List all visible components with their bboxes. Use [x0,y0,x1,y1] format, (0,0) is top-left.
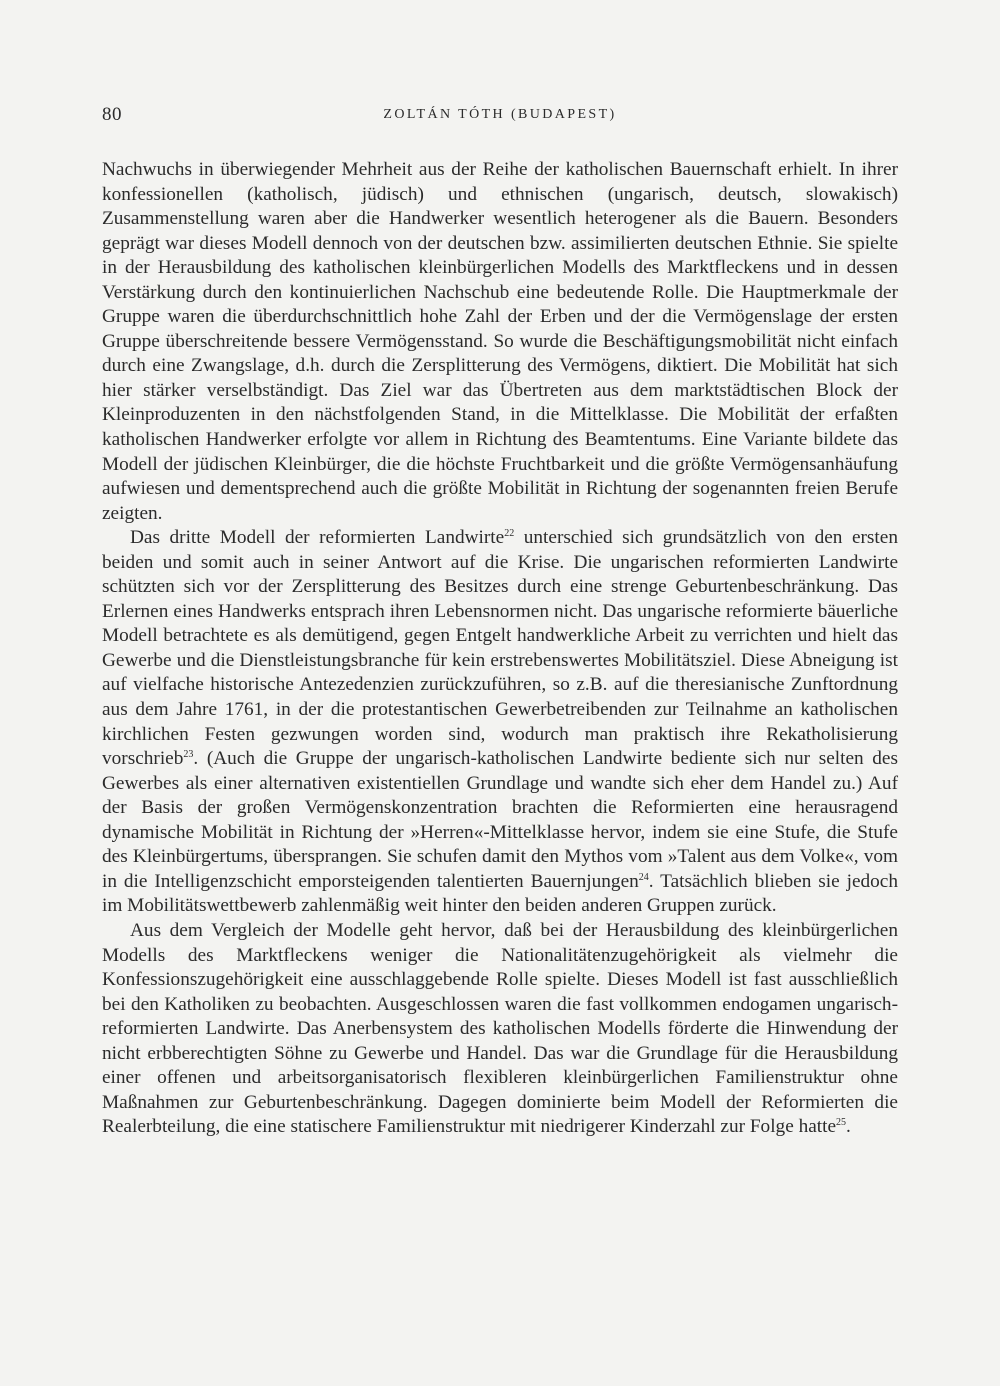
paragraph [102,526,898,919]
paragraph-text: unterschied sich grundsätzlich von den ersten beiden und somit auch in seiner Antwort auf die Krise. Die ungarischen reformierten Landwirte schützten sich vor der Zersplitterung des Besitzes durch eine strenge Geburtenbeschränkung. Das Erlernen eines Handwerks entsprach ihren Lebensnormen nicht. Das ungarische reformierte bäuerliche Modell betrachtete es als demütigend, gegen Entgelt handwerkliche Arbeit zu verrichten und hielt das Gewerbe und die Dienstleistungsbranche für kein erstrebenswertes Mobilitätsziel. Diese Abneigung ist auf vielfache historische Antezedenzien zurückzuführen, so z.B. auf die theresianische Zunftordnung aus dem Jahre 1761, in der die protestantischen Gewerbetreibenden zur Teilnahme an katholischen kirchlichen Festen gezwungen worden sind, wodurch man praktisch ihre Rekatholisierung vorschrieb [102,527,898,770]
footnote-marker: 24 [638,871,649,883]
paragraph-text: . (Auch die Gruppe der ungarisch-katholischen Landwirte bediente sich nur selten des Gewerbes als einer alternativen existentiellen Grundlage und wandte sich eher dem Handel zu.) Auf der Basis der großen Vermögenskonzentration brachten die Reformierten eine herausragend dynamische Mobilität in Richtung der »Herren«-Mittelklasse hervor, indem sie eine Stufe, die Stufe des Kleinbürgertums, übersprangen. Sie schufen damit den Mythos vom »Talent aus dem Volke«, vom in die Intelligenzschicht emporsteigenden talentierten Bauernjungen [102,748,898,892]
page-number: 80 [102,104,122,125]
footnote-marker: 22 [504,528,515,540]
paragraph-text: Nachwuchs in überwiegender Mehrheit aus der Reihe der katholischen Bauernschaft erhielt. In ihrer konfessionellen (katholisch, jüdisch) und ethnischen (ungarisch, deutsch, slowakisch) Zusammenstellung waren aber die Handwerker wesentlich heterogener als die Bauern. Besonders geprägt war dieses Modell dennoch von der deutschen bzw. assimilierten deutschen Ethnie. Sie spielte in der Herausbildung des katholischen kleinbürgerlichen Modells des Marktfleckens und in dessen Verstärkung durch den kontinuierlichen Nachschub eine bedeutende Rolle. Die Hauptmerkmale der Gruppe waren die überdurchschnittlich hohe Zahl der Erben und der die Vermögenslage der ersten Gruppe überschreitende bessere Vermögensstand. So wurde die Beschäftigungsmobilität nicht einfach durch eine Zwangslage, d.h. durch die Zersplitterung des Vermögens, diktiert. Die Mobilität hat sich hier stärker verselbständigt. Das Ziel war das Übertreten aus dem marktstädtischen Block der Kleinproduzenten in den nächstfolgenden Stand, in die Mittelklasse. Die Mobilität der erfaßten katholischen Handwerker erfolgte vor allem in Richtung des Beamtentums. Eine Variante bildete das Modell der jüdischen Kleinbürger, die die höchste Fruchtbarkeit und die größte Vermögensanhäufung aufwiesen und dementsprechend auch die größte Mobilität in Richtung der sogenannten freien Berufe zeigten. [102,159,898,524]
body-text [102,158,898,1140]
footnote-marker: 25 [836,1117,847,1129]
running-head: ZOLTÁN TÓTH (BUDAPEST) [383,107,617,122]
paragraph-text: . [846,1116,851,1138]
page-header [102,104,898,134]
paragraph-text: Aus dem Vergleich der Modelle geht hervor, daß bei der Herausbildung des kleinbürgerlichen Modells des Marktfleckens weniger die Nationalitätenzugehörigkeit als vielmehr die Konfessionszugehörigkeit eine ausschlaggebende Rolle spielte. Dieses Modell ist fast ausschließlich bei den Katholiken zu beobachten. Ausgeschlossen waren die fast vollkommen endogamen ungarisch-reformierten Landwirte. Das Anerbensystem des katholischen Modells förderte die Hinwendung der nicht erbberechtigten Söhne zu Gewerbe und Handel. Das war die Grundlage für die Herausbildung einer offenen und arbeitsorganisatorisch flexibleren kleinbürgerlichen Familienstruktur ohne Maßnahmen zur Geburtenbeschränkung. Dagegen dominierte beim Modell der Reformierten die Realerbteilung, die eine statischere Familienstruktur mit niedrigerer Kinderzahl zur Folge hatte [102,919,898,1138]
paragraph [102,919,898,1140]
paragraph-text: Das dritte Modell der reformierten Landwirte [130,527,505,549]
paragraph-text: . Tatsächlich blieben sie jedoch im Mobilitätswettbewerb zahlenmäßig weit hinter den beiden anderen Gruppen zurück. [102,870,898,917]
paragraph [102,158,898,526]
footnote-marker: 23 [183,749,194,761]
